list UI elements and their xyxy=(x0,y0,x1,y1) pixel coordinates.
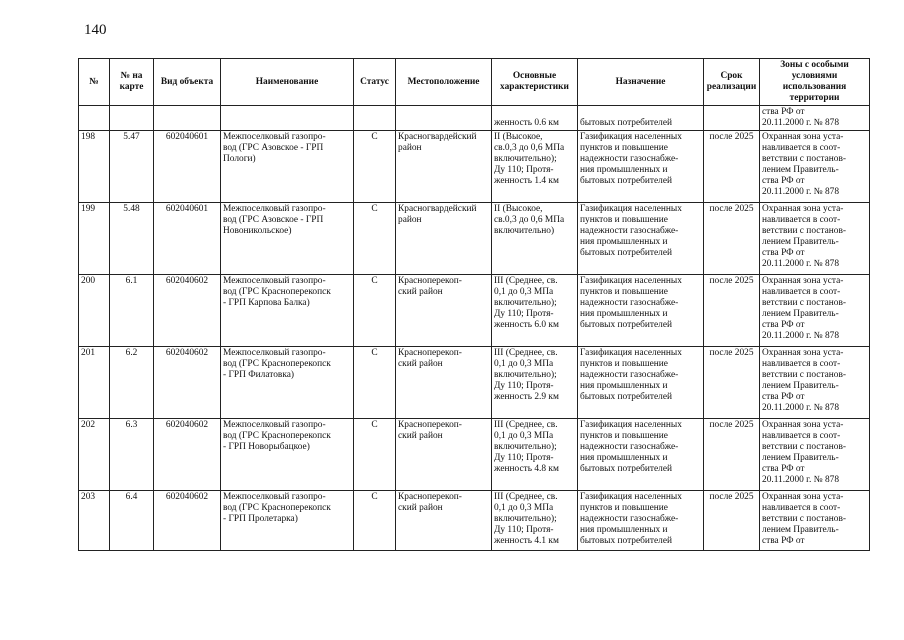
cell-term: после 2025 xyxy=(704,131,760,203)
table-row xyxy=(79,131,870,203)
table-row xyxy=(79,347,870,419)
cell-zones: Охранная зона уста- навливается в соот- ветствии с постанов- лением Правитель- ства РФ от xyxy=(760,491,870,551)
cell-zones: ства РФ от 20.11.2000 г. № 878 xyxy=(760,106,870,131)
cell-characteristics: III (Среднее, св. 0,1 до 0,3 МПа включительно); Ду 110; Протя- женность 4.8 км xyxy=(492,419,578,491)
cell-map-num: 6.1 xyxy=(110,275,154,347)
cell-name: Межпоселковый газопро- вод (ГРС Красноперекопск - ГРП Пролетарка) xyxy=(221,491,354,551)
cell-location: Красноперекоп- ский район xyxy=(396,275,492,347)
cell-status: С xyxy=(354,203,396,275)
header-characteristics: Основные характеристики xyxy=(492,59,578,106)
cell-term: после 2025 xyxy=(704,347,760,419)
cell-purpose: Газификация населенных пунктов и повышение надежности газоснабже- ния промышленных и бытовых потребителей xyxy=(578,275,704,347)
cell-object-type: 602040602 xyxy=(154,275,221,347)
header-status: Статус xyxy=(354,59,396,106)
table-row xyxy=(79,419,870,491)
header-row xyxy=(79,59,870,106)
cell-purpose: бытовых потребителей xyxy=(578,106,704,131)
cell-status: С xyxy=(354,131,396,203)
cell-zones: Охранная зона уста- навливается в соот- ветствии с постанов- лением Правитель- ства РФ от 20.11.2000 г. № 878 xyxy=(760,131,870,203)
cell-num: 199 xyxy=(79,203,110,275)
cell-term: после 2025 xyxy=(704,491,760,551)
cell-map-num: 6.2 xyxy=(110,347,154,419)
header-purpose: Назначение xyxy=(578,59,704,106)
header-location: Местоположение xyxy=(396,59,492,106)
cell-purpose: Газификация населенных пунктов и повышение надежности газоснабже- ния промышленных и бытовых потребителей xyxy=(578,491,704,551)
cell-num: 200 xyxy=(79,275,110,347)
cell-zones: Охранная зона уста- навливается в соот- ветствии с постанов- лением Правитель- ства РФ от 20.11.2000 г. № 878 xyxy=(760,203,870,275)
cell-name xyxy=(221,106,354,131)
table-row xyxy=(79,275,870,347)
cell-location xyxy=(396,106,492,131)
cell-name: Межпоселковый газопро- вод (ГРС Красноперекопск - ГРП Новорыбацкое) xyxy=(221,419,354,491)
cell-term: после 2025 xyxy=(704,203,760,275)
cell-purpose: Газификация населенных пунктов и повышение надежности газоснабже- ния промышленных и бытовых потребителей xyxy=(578,131,704,203)
cell-characteristics: III (Среднее, св. 0,1 до 0,3 МПа включительно); Ду 110; Протя- женность 2.9 км xyxy=(492,347,578,419)
cell-object-type: 602040602 xyxy=(154,419,221,491)
cell-map-num: 5.48 xyxy=(110,203,154,275)
table-header xyxy=(79,59,870,106)
cell-object-type: 602040602 xyxy=(154,491,221,551)
cell-term: после 2025 xyxy=(704,275,760,347)
cell-characteristics: III (Среднее, св. 0,1 до 0,3 МПа включительно); Ду 110; Протя- женность 4.1 км xyxy=(492,491,578,551)
cell-status: С xyxy=(354,419,396,491)
header-zones: Зоны с особыми условиями использования территории xyxy=(760,59,870,106)
cell-term: после 2025 xyxy=(704,419,760,491)
header-map-num: № на карте xyxy=(110,59,154,106)
cell-name: Межпоселковый газопро- вод (ГРС Красноперекопск - ГРП Карпова Балка) xyxy=(221,275,354,347)
cell-term xyxy=(704,106,760,131)
cell-location: Красноперекоп- ский район xyxy=(396,491,492,551)
cell-map-num xyxy=(110,106,154,131)
table-row xyxy=(79,203,870,275)
cell-map-num: 5.47 xyxy=(110,131,154,203)
cell-object-type: 602040602 xyxy=(154,347,221,419)
cell-location: Красноперекоп- ский район xyxy=(396,347,492,419)
header-name: Наименование xyxy=(221,59,354,106)
cell-location: Красногвардейский район xyxy=(396,131,492,203)
continuation-row xyxy=(79,106,870,131)
cell-location: Красногвардейский район xyxy=(396,203,492,275)
cell-num: 202 xyxy=(79,419,110,491)
cell-status: С xyxy=(354,347,396,419)
cell-purpose: Газификация населенных пунктов и повышение надежности газоснабже- ния промышленных и бытовых потребителей xyxy=(578,419,704,491)
gas-pipeline-registry-table xyxy=(78,58,870,551)
cell-map-num: 6.3 xyxy=(110,419,154,491)
cell-status xyxy=(354,106,396,131)
cell-characteristics: III (Среднее, св. 0,1 до 0,3 МПа включительно); Ду 110; Протя- женность 6.0 км xyxy=(492,275,578,347)
table-row xyxy=(79,491,870,551)
header-object-type: Вид объекта xyxy=(154,59,221,106)
page-number: 140 xyxy=(84,22,107,38)
cell-characteristics: II (Высокое, св.0,3 до 0,6 МПа включительно) xyxy=(492,203,578,275)
cell-object-type: 602040601 xyxy=(154,203,221,275)
cell-num xyxy=(79,106,110,131)
cell-zones: Охранная зона уста- навливается в соот- ветствии с постанов- лением Правитель- ства РФ от 20.11.2000 г. № 878 xyxy=(760,347,870,419)
table-body xyxy=(79,106,870,551)
cell-num: 203 xyxy=(79,491,110,551)
cell-num: 201 xyxy=(79,347,110,419)
cell-characteristics: II (Высокое, св.0,3 до 0,6 МПа включительно); Ду 110; Протя- женность 1.4 км xyxy=(492,131,578,203)
cell-object-type: 602040601 xyxy=(154,131,221,203)
cell-purpose: Газификация населенных пунктов и повышение надежности газоснабже- ния промышленных и бытовых потребителей xyxy=(578,347,704,419)
header-num: № xyxy=(79,59,110,106)
cell-object-type xyxy=(154,106,221,131)
cell-location: Красноперекоп- ский район xyxy=(396,419,492,491)
cell-characteristics: женность 0.6 км xyxy=(492,106,578,131)
cell-purpose: Газификация населенных пунктов и повышение надежности газоснабже- ния промышленных и бытовых потребителей xyxy=(578,203,704,275)
cell-name: Межпоселковый газопро- вод (ГРС Азовское - ГРП Новоникольское) xyxy=(221,203,354,275)
cell-zones: Охранная зона уста- навливается в соот- ветствии с постанов- лением Правитель- ства РФ от 20.11.2000 г. № 878 xyxy=(760,275,870,347)
cell-status: С xyxy=(354,275,396,347)
cell-status: С xyxy=(354,491,396,551)
cell-name: Межпоселковый газопро- вод (ГРС Азовское - ГРП Пологи) xyxy=(221,131,354,203)
cell-zones: Охранная зона уста- навливается в соот- ветствии с постанов- лением Правитель- ства РФ от 20.11.2000 г. № 878 xyxy=(760,419,870,491)
cell-name: Межпоселковый газопро- вод (ГРС Красноперекопск - ГРП Филатовка) xyxy=(221,347,354,419)
cell-num: 198 xyxy=(79,131,110,203)
cell-map-num: 6.4 xyxy=(110,491,154,551)
header-term: Срок реализации xyxy=(704,59,760,106)
